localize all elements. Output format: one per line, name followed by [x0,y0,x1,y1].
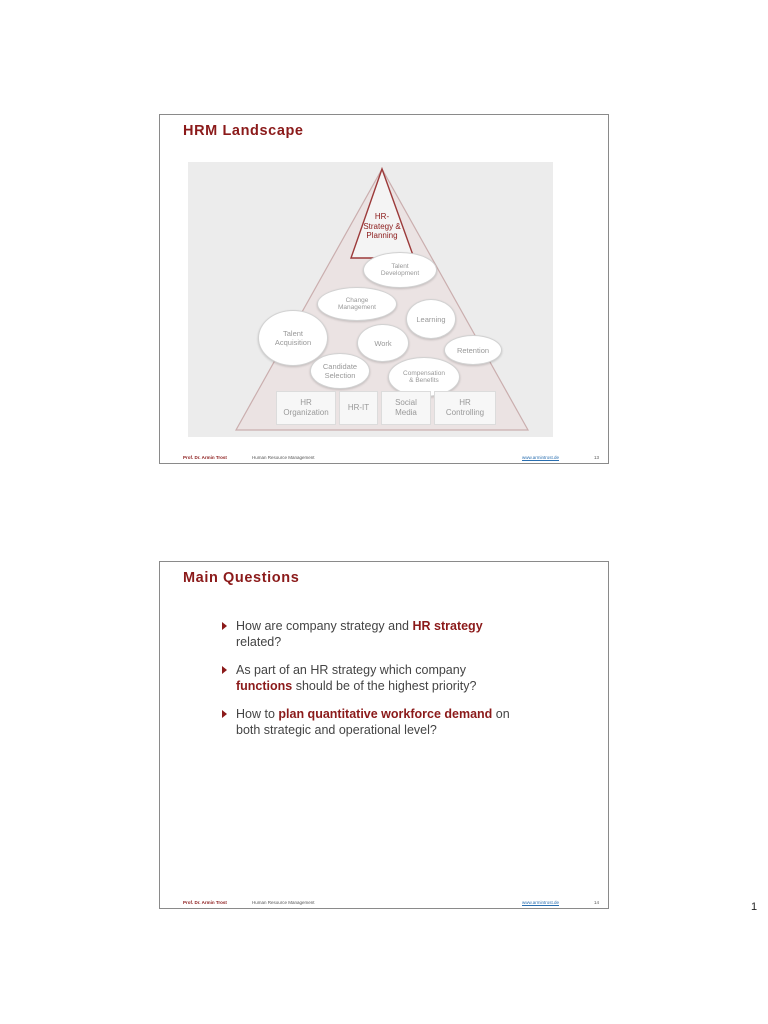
footer-author: Prof. Dr. Armin Trost [183,455,227,460]
question-highlight: plan quantitative workforce demand [278,707,493,721]
apex-hr-strategy-label: HR- Strategy & Planning [363,212,401,240]
box-social-media: Social Media [381,391,431,425]
bubble-learning: Learning [406,299,456,339]
slide-main-questions [159,561,609,909]
question-text: How to [236,707,279,721]
question-list [222,618,562,750]
question-item [222,706,562,738]
question-text: As part of an HR strategy which company [236,663,466,677]
bubble-talent-acquisition: Talent Acquisition [258,310,328,366]
slide-title: HRM Landscape [183,123,304,139]
box-hr-controlling: HR Controlling [434,391,496,425]
question-item [222,662,562,694]
bubble-talent-development: Talent Development [363,252,437,288]
footer-url-link[interactable]: www.armintrost.de [522,455,560,460]
footer-slide-number: 14 [594,900,600,905]
bubble-candidate-selection: Candidate Selection [310,353,370,389]
bubble-compensation-benefits: Compensation & Benefits [388,357,460,397]
bubble-change-management: Change Management [317,287,397,321]
slide-footer [160,898,608,908]
bullet-triangle-icon [222,666,227,674]
footer-course: Human Resource Management [252,900,315,905]
box-hr-it: HR-IT [339,391,378,425]
question-text: related? [236,635,282,649]
question-text: should be of the highest priority? [292,679,477,693]
question-text: on both strategic and operational level? [236,707,510,737]
footer-course: Human Resource Management [252,455,315,460]
footer-url-link[interactable]: www.armintrost.de [522,900,560,905]
box-hr-organization: HR Organization [276,391,336,425]
bubble-retention: Retention [444,335,502,365]
question-item [222,618,562,650]
slide-footer [160,453,608,463]
question-text: How are company strategy and [236,619,413,633]
hrm-pyramid-diagram [188,162,553,437]
bubble-work: Work [357,324,409,362]
question-highlight: functions [236,679,293,693]
slide-hrm-landscape [159,114,609,464]
bullet-triangle-icon [222,622,227,630]
question-highlight: HR strategy [412,619,483,633]
slide-title: Main Questions [183,570,300,586]
page-number: 1 [751,901,758,913]
bullet-triangle-icon [222,710,227,718]
footer-author: Prof. Dr. Armin Trost [183,900,227,905]
footer-slide-number: 13 [594,455,600,460]
